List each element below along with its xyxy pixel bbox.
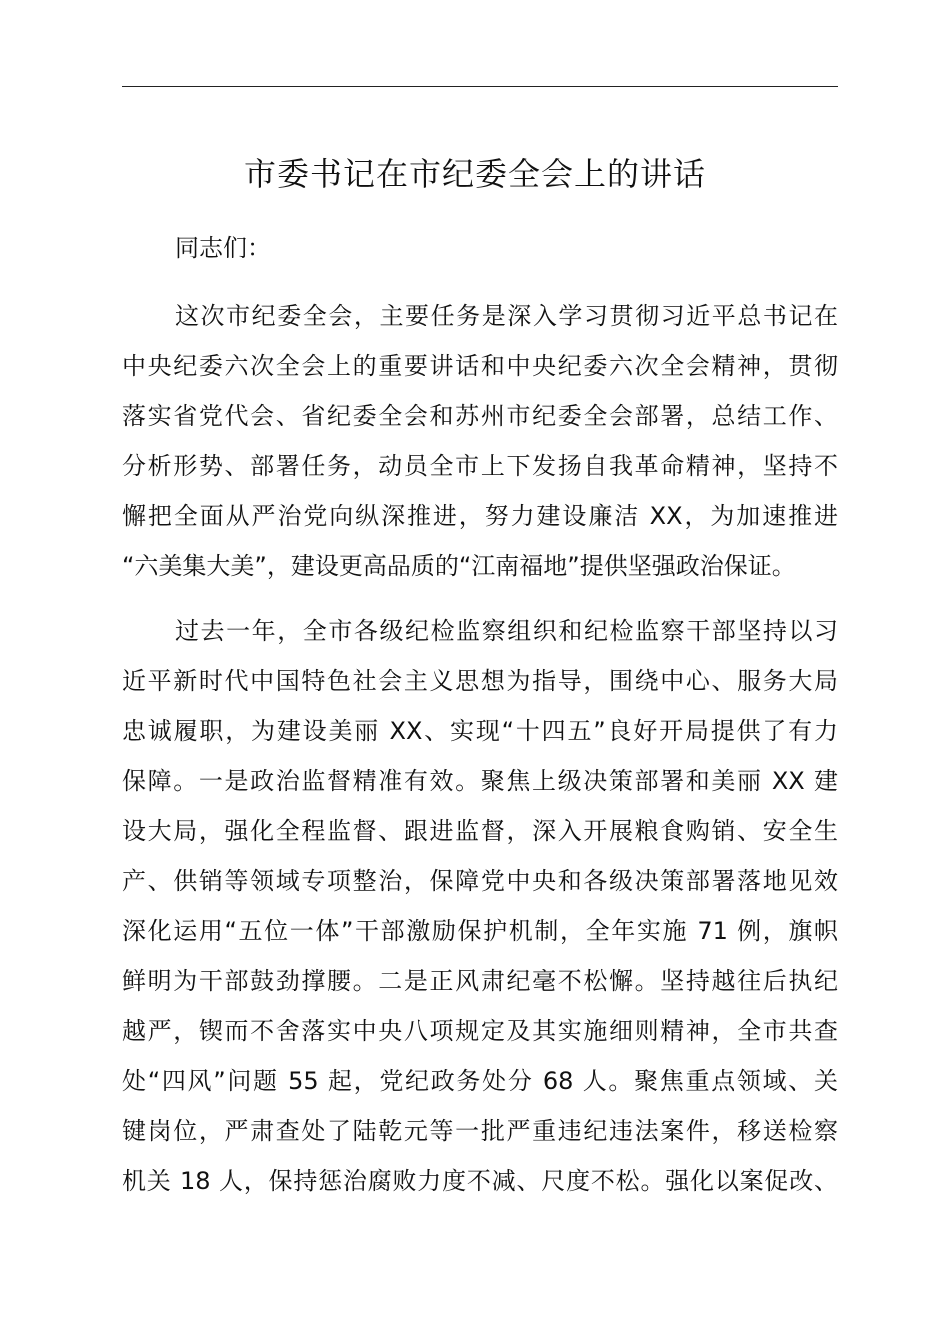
paragraph-line: 越严，锲而不舍落实中央八项规定及其实施细则精神，全市共查: [122, 1017, 838, 1045]
paragraph-line: 鲜明为干部鼓劲撑腰。二是正风肃纪毫不松懈。坚持越往后执纪: [122, 967, 838, 995]
paragraph-line: 深化运用“五位一体”干部激励保护机制，全年实施 71 例，旗帜: [122, 917, 838, 945]
paragraph-line: 过去一年，全市各级纪检监察组织和纪检监察干部坚持以习: [175, 617, 838, 645]
greeting: 同志们：: [175, 234, 271, 262]
paragraph-intro: [122, 291, 838, 591]
document-title: 市委书记在市纪委全会上的讲话: [243, 155, 706, 193]
paragraph-line: 落实省党代会、省纪委全会和苏州市纪委全会部署，总结工作、: [122, 402, 838, 430]
paragraph-line: 中央纪委六次全会上的重要讲话和中央纪委六次全会精神，贯彻: [122, 352, 838, 380]
paragraph-line: 懈把全面从严治党向纵深推进，努力建设廉洁 XX，为加速推进: [122, 502, 838, 530]
paragraph-line: 产、供销等领域专项整治，保障党中央和各级决策部署落地见效: [122, 867, 838, 895]
paragraph-line: 保障。一是政治监督精准有效。聚焦上级决策部署和美丽 XX 建: [122, 767, 838, 795]
paragraph-line: 近平新时代中国特色社会主义思想为指导，围绕中心、服务大局: [122, 667, 838, 695]
paragraph-line: 这次市纪委全会，主要任务是深入学习贯彻习近平总书记在: [175, 302, 838, 330]
paragraph-line: 忠诚履职，为建设美丽 XX、实现“十四五”良好开局提供了有力: [122, 717, 838, 745]
header-rule: [122, 86, 838, 87]
paragraph-review: [122, 606, 838, 1206]
paragraph-line: “六美集大美”，建设更高品质的“江南福地”提供坚强政治保证。: [122, 552, 796, 580]
paragraph-line: 分析形势、部署任务，动员全市上下发扬自我革命精神，坚持不: [122, 452, 838, 480]
paragraph-line: 机关 18 人，保持惩治腐败力度不减、尺度不松。强化以案促改、: [122, 1167, 838, 1195]
paragraph-line: 处“四风”问题 55 起，党纪政务处分 68 人。聚焦重点领域、关: [122, 1067, 838, 1095]
paragraph-line: 键岗位，严肃查处了陆乾元等一批严重违纪违法案件，移送检察: [122, 1117, 838, 1145]
paragraph-line: 设大局，强化全程监督、跟进监督，深入开展粮食购销、安全生: [122, 817, 838, 845]
